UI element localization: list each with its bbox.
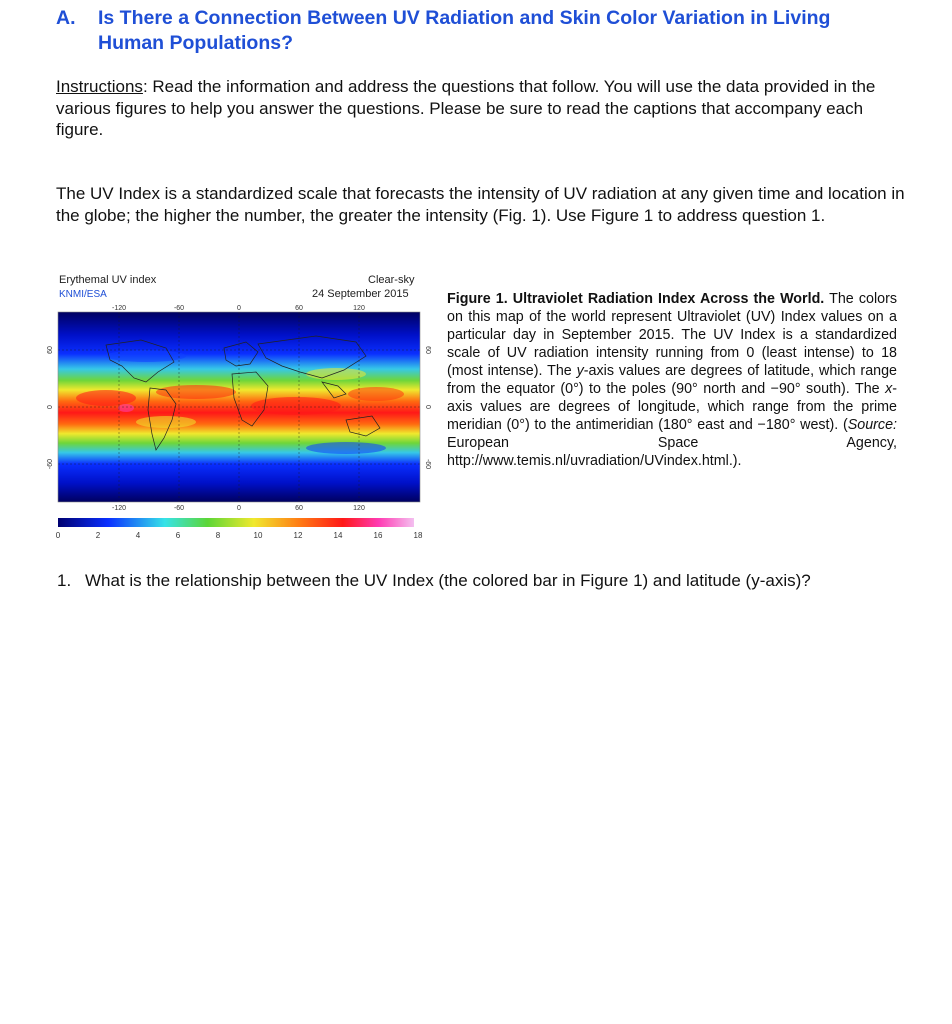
figure-caption [447, 290, 897, 470]
lon-tick-top: 120 [353, 305, 365, 312]
instructions-text: : Read the information and address the questions that follow. You will use the data provided in the various figures to help you answer the questions. Please be sure to read the captions that accompany each figure. [56, 77, 876, 139]
figure-sky-label: Clear-sky [368, 274, 415, 286]
lat-left-ticks [47, 346, 54, 469]
section-letter: A. [56, 7, 76, 29]
scale-tick: 18 [413, 531, 423, 540]
lon-tick-top: -120 [111, 305, 127, 312]
lat-tick-left: -60 [47, 458, 54, 470]
scale-tick: 10 [253, 531, 263, 540]
scale-ticks [56, 531, 423, 540]
lon-tick-bottom: 60 [295, 505, 303, 512]
caption-text-3: -axis values are degrees of longitude, which range from the prime meridian (0°) to the antimeridian (180° east and −180° west). ( [447, 381, 897, 433]
caption-y-italic: y [576, 363, 584, 379]
intro-paragraph: The UV Index is a standardized scale that forecasts the intensity of UV radiation at any given time and location in the globe; the higher the number, the greater the intensity (Fig. 1). Use Figure 1 to address question 1. [56, 184, 905, 225]
figure-title: Erythemal UV index [59, 274, 157, 286]
caption-text-2: -axis values are degrees of latitude, which range from the equator (0°) to the poles (90° north and −90° south). The [447, 363, 898, 397]
lon-tick-top: -60 [173, 305, 185, 312]
caption-source-label: Source: [847, 417, 897, 433]
lat-tick-right: 60 [424, 346, 431, 354]
lon-tick-top: 60 [295, 305, 303, 312]
lon-tick-bottom: -60 [173, 505, 185, 512]
figure-credit: KNMI/ESA [59, 289, 107, 300]
lon-tick-bottom: -120 [111, 505, 127, 512]
instructions-label: Instructions [56, 77, 143, 96]
lat-tick-right: 0 [424, 405, 431, 409]
lon-tick-top: 0 [237, 305, 241, 312]
lon-tick-bottom: 120 [353, 505, 365, 512]
scale-tick: 0 [55, 531, 61, 540]
scale-tick: 16 [373, 531, 383, 540]
caption-bold-title: Figure 1. Ultraviolet Radiation Index Across the World. [447, 291, 825, 307]
uv-color-scale [58, 518, 414, 527]
caption-text-4: European Space Agency, http://www.temis.nl/uvradiation/UVindex.html.). [447, 435, 897, 469]
lon-bottom-ticks [112, 505, 365, 512]
lon-top-ticks [112, 305, 365, 312]
lat-right-ticks [424, 346, 431, 469]
caption-text-1: The colors on this map of the world represent Ultraviolet (UV) Index values on a particular day in September 2015. The UV Index is a standardized scale of UV radiation intensity running from 0 (least intense) to 18 (most intense). The [447, 291, 897, 379]
lon-tick-bottom: 0 [237, 505, 241, 512]
question-1 [57, 570, 937, 592]
section-title: Is There a Connection Between UV Radiation and Skin Color Variation in Living Human Populations? [98, 7, 831, 54]
lat-tick-left: 0 [47, 405, 54, 409]
caption-x-italic: x [885, 381, 893, 397]
question-text: What is the relationship between the UV Index (the colored bar in Figure 1) and latitude (y-axis)? [85, 571, 811, 590]
uv-map-svg [46, 270, 436, 550]
lat-tick-left: 60 [47, 346, 54, 354]
figure-date: 24 September 2015 [312, 288, 409, 300]
uv-index-figure [46, 270, 436, 550]
scale-tick: 6 [175, 531, 181, 540]
question-number: 1. [57, 571, 72, 590]
scale-tick: 8 [215, 531, 221, 540]
scale-tick: 14 [333, 531, 343, 540]
scale-tick: 4 [135, 531, 141, 540]
scale-tick: 12 [293, 531, 303, 540]
instructions-paragraph [56, 76, 906, 141]
scale-tick: 2 [95, 531, 101, 540]
lat-tick-right: -60 [424, 458, 431, 470]
